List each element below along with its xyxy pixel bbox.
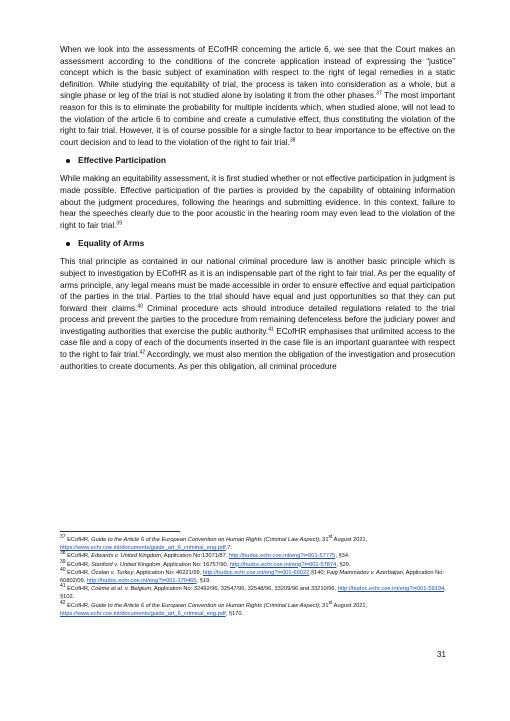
heading-text: Equality of Arms	[78, 238, 145, 249]
footnote-text: , Application No: 46221/99,	[133, 569, 203, 576]
bullet-icon	[66, 159, 70, 163]
paragraph-equality-of-arms	[60, 256, 455, 372]
footnote-text: ECofHR,	[65, 537, 92, 543]
paragraph-text: When we look into the assessments of ECofHR concerning the article 6, we see that the Court makes an assessment according to the conditions of the concrete application instead of expressing the “justice” concept which is the basic subject of examination with respect to the right of legal remedies in a static definition. While studying the equitability of trial, the process is taken into consideration as a whole, but a single phase or leg of the trial is not studied alone by isolating it from the other phases.	[60, 45, 455, 101]
footnote-link[interactable]: https://www.echr.coe.int/documents/guide_art_6_criminal_eng.pdf	[60, 545, 226, 552]
footnote-title: Guide to the Article 6 of the European Convention on Human Rights (Criminal Law Aspect)	[91, 602, 319, 609]
footnote-link[interactable]: http://hudoc.echr.coe.int/eng?i=001-170465	[86, 578, 197, 585]
footnote-ref[interactable]: 37	[376, 90, 382, 97]
footnote-ref[interactable]: 40	[137, 302, 143, 309]
footnote-link[interactable]: https://www.echr.coe.int/documents/guide_art_6_criminal_eng.pdf	[60, 610, 226, 617]
footnote-40	[60, 566, 460, 585]
footnote-ref[interactable]: 42	[139, 349, 146, 356]
footnote-text: August 2021,	[332, 537, 368, 543]
footnote-link[interactable]: http://hudoc.echr.coe.int/eng?i=001-69022	[202, 569, 310, 576]
footnote-text: , §102.	[60, 586, 446, 601]
footnote-text: , Application No: 16757/90,	[160, 561, 230, 568]
paragraph-assessment	[60, 44, 455, 148]
footnote-link[interactable]: http://hudoc.echr.coe.int/eng?i=001-59194	[337, 586, 445, 593]
footnote-ref[interactable]: 41	[268, 326, 274, 333]
footnote-text: , Application No: 60802/09,	[60, 569, 445, 585]
heading-text: Effective Participation	[78, 155, 166, 166]
footnote-title: Coëme et al. v. Belgium	[91, 586, 152, 593]
footnote-text: , 31	[319, 602, 329, 609]
footnote-text: ECofHR,	[65, 586, 92, 593]
footnote-38	[60, 552, 460, 560]
footnote-41	[60, 585, 460, 601]
footnote-text: ,7.	[225, 545, 232, 552]
footnote-number: 40	[60, 566, 66, 573]
footnote-text: ,§140;	[309, 569, 327, 576]
footnote-text: ECofHR,	[65, 553, 92, 560]
footnote-number: 41	[60, 583, 66, 590]
paragraph-effective-participation	[60, 173, 455, 231]
footnote-39	[60, 558, 460, 569]
footnotes	[60, 536, 460, 618]
footnote-divider	[60, 531, 180, 532]
footnote-text: ECofHR,	[65, 602, 92, 609]
footnote-number: 39	[60, 558, 66, 565]
main-text	[60, 44, 455, 379]
footnote-text: , §29.	[336, 561, 351, 568]
paragraph-text: Accordingly, we must also mention the obligation of the investigation and prosecution authorities to create documents. As per this obligation, all criminal procedure	[60, 350, 455, 371]
footnote-number: 38	[60, 550, 66, 557]
footnote-42	[60, 599, 460, 618]
paragraph-text: ECofHR emphasises that unlimited access to the case file and a copy of each of the documents inserted in the case file is an important guarantee with respect to the right to fair trial.	[60, 326, 455, 360]
footnote-title: Faig Mammadov v. Azerbaijan	[326, 569, 403, 576]
paragraph-text: This trial principle as contained in our national criminal procedure law is another basic principle which is subject to investigation by ECofHR as it is an indispensable part of the right to fair trial. As per the equality of arms principle, any legal means must be made accessible in order to ensure effective and equal participation of the parties in the trial. Parties to the trial should have equal and just opportunities so that they can put forward their claims.	[60, 257, 455, 313]
footnote-ref[interactable]: 39	[116, 219, 122, 226]
footnote-number: 37	[60, 534, 66, 541]
heading-effective-participation	[60, 155, 455, 166]
footnote-text: , 31	[319, 537, 329, 543]
footnote-text: August 2021,	[332, 602, 368, 609]
footnote-text: , Application No:13071/87,	[160, 553, 229, 560]
footnote-title: Stanford v. United Kingdom	[91, 561, 161, 568]
footnote-link[interactable]: http://hudoc.echr.coe.int/eng?i=001-57775	[228, 553, 336, 560]
footnote-ref[interactable]: 38	[289, 137, 296, 144]
footnote-title: Edwards v. United Kingdom	[91, 553, 161, 560]
footnote-text: , §19.	[196, 578, 211, 585]
footnote-title: Guide to the Article 6 of the European Convention on Human Rights (Criminal Law Aspect)	[91, 537, 319, 543]
footnote-title: Öcalan v. Turkey	[91, 569, 134, 576]
footnote-link[interactable]: http://hudoc.echr.coe.int/eng?i=001-57874	[229, 561, 337, 568]
footnote-text: ECofHR,	[65, 561, 92, 568]
bullet-icon	[66, 242, 70, 246]
footnote-text: ECofHR,	[65, 569, 92, 576]
footnote-text: , §170.	[225, 610, 244, 617]
ordinal-suffix: st	[328, 534, 333, 541]
footnote-text: , §34.	[335, 553, 350, 560]
page-number: 31	[437, 650, 446, 659]
ordinal-suffix: st	[328, 599, 333, 606]
paragraph-text: While making an equitability assessment, it is first studied whether or not effective participation in judgment is made possible. Effective participation of the parties is provided by the capability of obtaining information about the judgment procedures, following the hearings and submitting evidence. In this context, failure to hear the speeches clearly due to the poor acoustic in the hearing room may even lead to the violation of the right to fair trial.	[60, 174, 455, 230]
paragraph-text: Criminal procedure acts should introduce detailed regulations related to the trial process and prevent the parties to the procedure from remaining defenceless before the judiciary power and investigating authorities that exercise the public authority.	[60, 303, 455, 336]
heading-equality-of-arms	[60, 238, 455, 249]
paragraph-text: The most important reason for this is to eliminate the probability for multiple incidents which, when studied alone, will not lead to the violation of the article 6 to combine and create a cumulative effect, thus constituting the violation of the right to fair trial. However, it is of course possible for a single factor to bear importance to be effective on the court decision and to lead to the violation of the right to fair trial.	[60, 91, 455, 147]
footnote-text: , Application No: 32492/96, 32547/96, 32548/96, 33209/96 and 33210/96,	[151, 586, 338, 593]
footnote-number: 42	[60, 599, 66, 606]
footnote-37	[60, 536, 460, 552]
